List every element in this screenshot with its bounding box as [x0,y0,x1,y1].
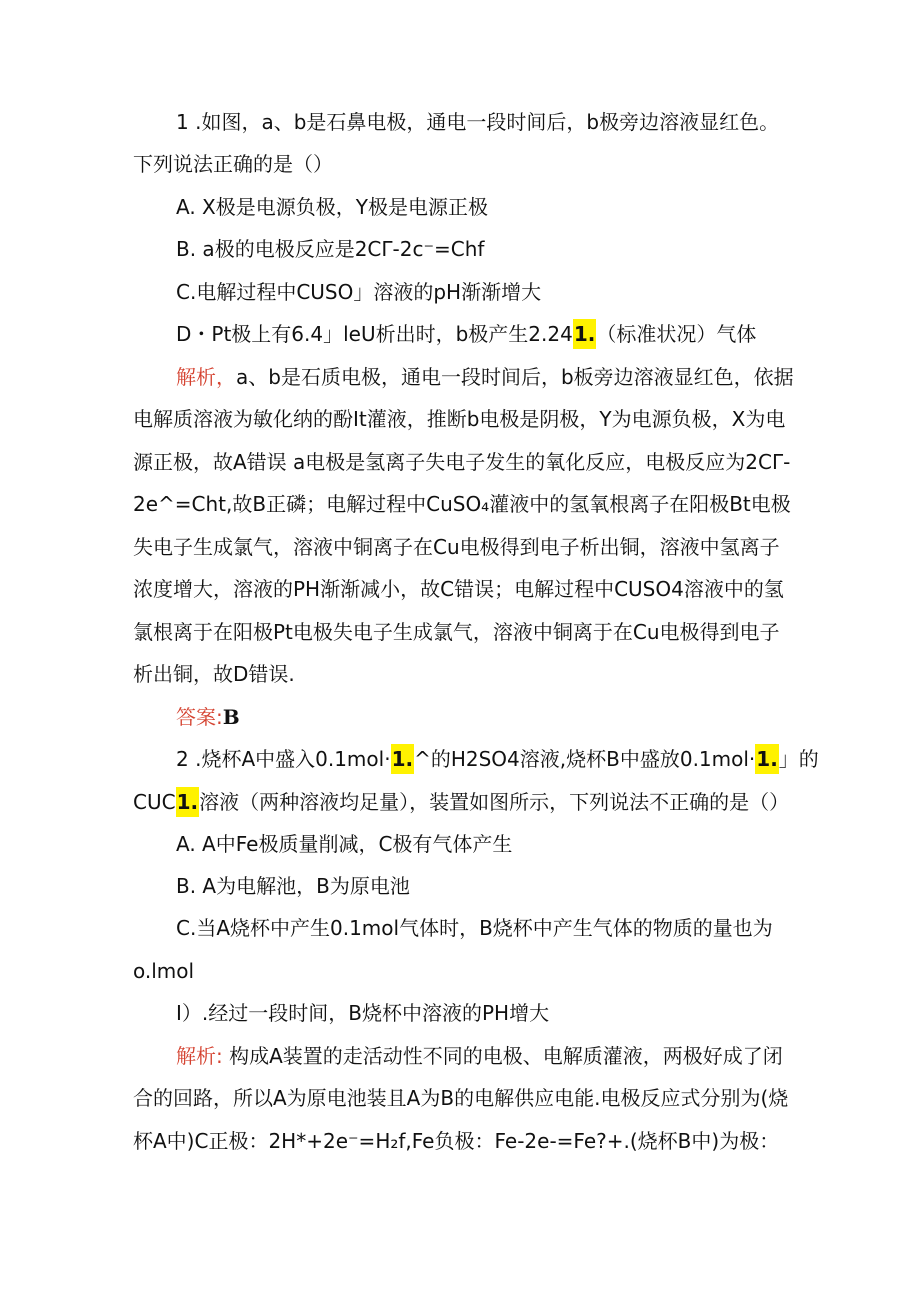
q1-analysis-line8: 析出铜，故D错误. [133,662,295,686]
q2-option-b: B. A为电解池，B为原电池 [176,874,410,898]
answer-label: 答案: [176,705,223,729]
q1-option-d-tail: （标准状况）气体 [596,322,757,346]
highlight-mark: 1. [391,744,415,774]
q2-option-c-line2: o.lmol [133,959,195,983]
q1-option-a: A. X极是电源负极，Y极是电源正极 [176,195,488,219]
analysis-text: a、b是石质电极，通电一段时间后，b板旁边溶液显红色，依据 [236,365,794,389]
q1-analysis-line5: 失电子生成氯气，溶液中铜离子在Cu电极得到电子析出铜，溶液中氢离子 [133,535,780,559]
q2-analysis-line1 [176,1042,796,1070]
answer-value: B [222,705,240,729]
q1-option-b: B. a极的电极反应是2CΓ-2c⁻=Chf [176,237,485,261]
q1-option-d-text: D・Pt极上有6.4」leU析出时，b极产生2.24 [176,322,573,346]
q2-option-c-line1: C.当A烧杯中产生0.1mol气体时，B烧杯中产生气体的物质的量也为 [176,916,773,940]
highlight-mark: 1. [176,787,200,817]
q1-analysis-line4: 2e^=Cht,故B正磷；电解过程中CuSO₄灌液中的氢氧根离子在阳极Bt电极 [133,492,791,516]
q2-option-a: A. A中Fe极质量削减，C极有气体产生 [176,832,513,856]
highlight-mark: 1. [573,319,597,349]
analysis-label: 解析: [176,1044,223,1068]
q1-option-d [176,320,796,348]
q1-analysis-line3: 源正极，故A错误 a电极是氢离子失电子发生的氧化反应，电极反应为2CΓ- [133,450,791,474]
analysis-label: 解析， [176,365,236,389]
q2-analysis-line2: 合的回路，所以A为原电池装且A为B的电解供应电能.电极反应式分别为(烧 [133,1086,789,1110]
q2-option-d: I）.经过一段时间，B烧杯中溶液的PH增大 [176,1001,550,1025]
q1-analysis-line2: 电解质溶液为敏化纳的酚It灌液，推断b电极是阴极，Y为电源负极，X为电 [133,407,786,431]
q2-stem-text: ^的H2SO4溶液,烧杯B中盛放0.1mol· [414,747,756,771]
q2-stem-text: 溶液（两种溶液均足量），装置如图所示，下列说法不正确的是（） [199,790,790,814]
q2-stem-text: 」的 [778,747,819,771]
q1-answer [176,703,796,731]
q1-stem-line2: 下列说法正确的是（） [133,152,333,176]
q2-stem-line2 [133,788,793,816]
q2-analysis-line3: 杯A中)C正极：2H*+2e⁻=H₂f,Fe负极：Fe-2e-=Fe?+.(烧杯B中)为极： [133,1129,780,1153]
q2-stem-line1 [176,745,819,773]
highlight-mark: 1. [755,744,779,774]
q1-option-c: C.电解过程中CUSO」溶液的pH渐渐增大 [176,280,542,304]
q2-stem-text: CUC [133,790,176,814]
q1-stem-line1: 1 .如图，a、b是石鼻电极，通电一段时间后，b极旁边溶液显红色。 [176,110,780,134]
analysis-text: 构成A装置的走活动性不同的电极、电解质灌液，两极好成了闭 [229,1044,783,1068]
q1-analysis-line6: 浓度增大，溶液的PH渐渐减小，故C错误；电解过程中CUSO4溶液中的氢 [133,577,784,601]
q1-analysis-line7: 氯根离于在阳极Pt电极失电子生成氯气，溶液中铜离于在Cu电极得到电子 [133,620,780,644]
q1-analysis-line1 [176,363,796,391]
q2-stem-text: 2 .烧杯A中盛入0.1mol· [176,747,391,771]
